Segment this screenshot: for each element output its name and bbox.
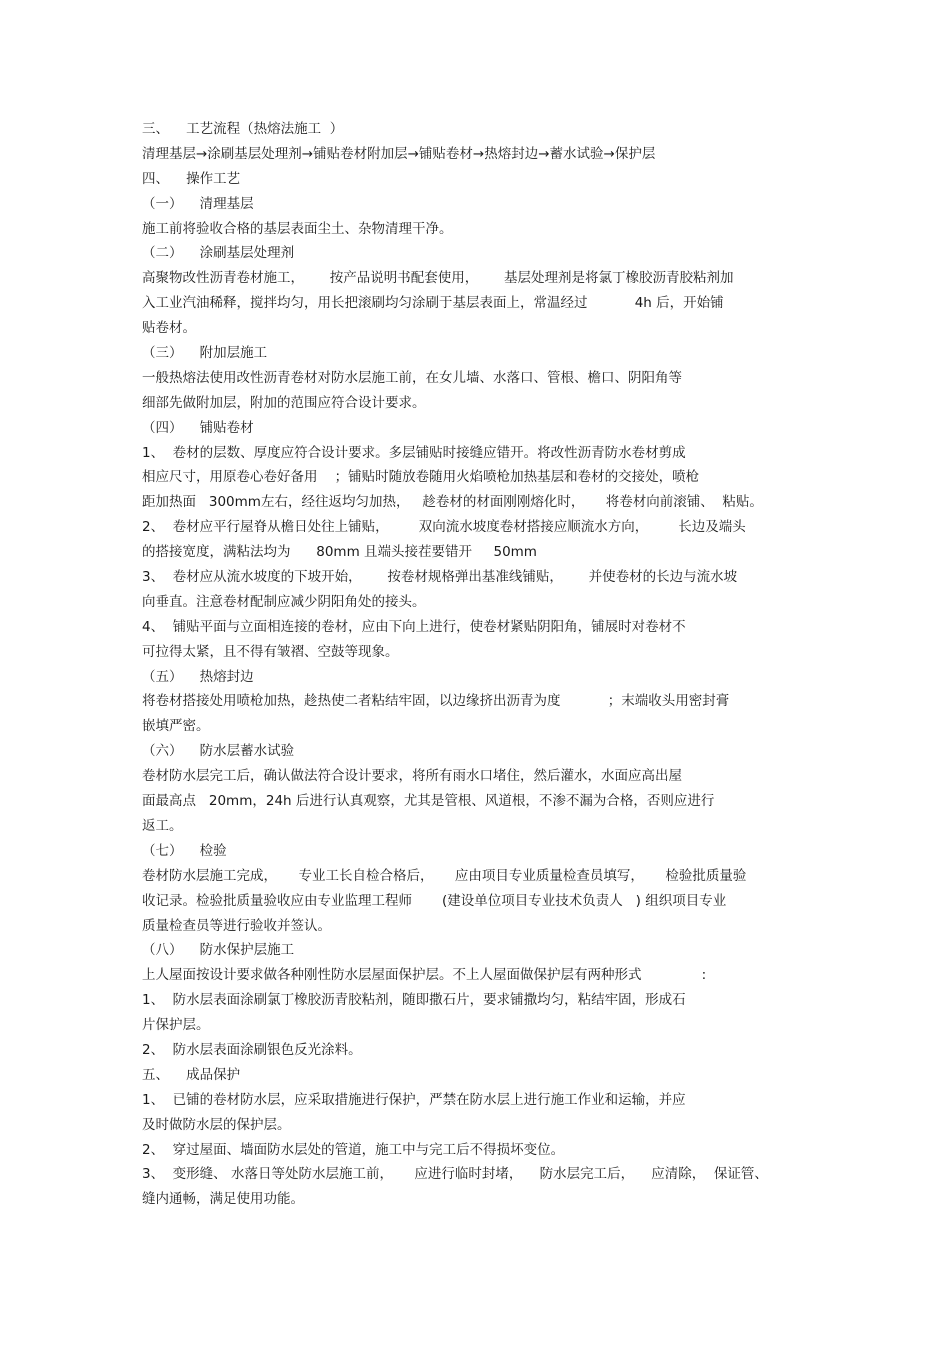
text-line: 1、 卷材的层数、厚度应符合设计要求。多层铺贴时接缝应错开。将改性沥青防水卷材剪成 — [142, 444, 686, 461]
text-line: 高聚物改性沥青卷材施工， 按产品说明书配套使用， 基层处理剂是将氯丁橡胶沥青胶粘剂加 — [142, 270, 734, 287]
text-line: 将卷材搭接处用喷枪加热，趁热使二者粘结牢固，以边缘挤出沥青为度 ；末端收头用密封膏 — [142, 693, 730, 710]
text-line: 面最高点 20mm，24h 后进行认真观察，尤其是管根、风道根，不渗不漏为合格，否则应进行 — [142, 793, 715, 810]
text-line: 2、 穿过屋面、墙面防水层处的管道，施工中与完工后不得损坏变位。 — [142, 1141, 565, 1158]
text-line: 卷材防水层施工完成， 专业工长自检合格后， 应由项目专业质量检查员填写， 检验批质量验 — [142, 867, 747, 884]
text-line: 2、 卷材应平行屋脊从檐日处往上铺贴， 双向流水坡度卷材搭接应顺流水方向， 长边及端头 — [142, 519, 746, 536]
text-line: 收记录。检验批质量验收应由专业监理工程师 (建设单位项目专业技术负责人 ) 组织项目专业 — [142, 892, 727, 909]
text-line: （八） 防水保护层施工 — [142, 942, 295, 959]
text-line: 1、 防水层表面涂刷氯丁橡胶沥青胶粘剂，随即撒石片，要求铺撒均匀，粘结牢固，形成石 — [142, 992, 686, 1009]
text-line: 入工业汽油稀释，搅拌均匀，用长把滚刷均匀涂刷于基层表面上，常温经过 4h 后，开始铺 — [142, 295, 724, 312]
text-line: 片保护层。 — [142, 1017, 210, 1034]
text-line: 细部先做附加层，附加的范围应符合设计要求。 — [142, 394, 426, 411]
text-line: 一般热熔法使用改性沥青卷材对防水层施工前，在女儿墙、水落口、管根、檐口、阴阳角等 — [142, 369, 682, 386]
text-line: 3、 变形缝、 水落日等处防水层施工前， 应进行临时封堵， 防水层完工后， 应清除， 保证管、 — [142, 1166, 768, 1183]
text-line: （一） 清理基层 — [142, 195, 254, 212]
text-line: 嵌填严密。 — [142, 718, 210, 735]
text-line: 距加热面 300mm左右，经往返均匀加热， 趁卷材的材面刚刚熔化时， 将卷材向前滚铺、 粘贴。 — [142, 494, 763, 511]
text-line: 贴卷材。 — [142, 320, 196, 337]
text-line: （三） 附加层施工 — [142, 345, 268, 362]
text-line: 质量检查员等进行验收并签认。 — [142, 917, 331, 934]
text-line: 施工前将验收合格的基层表面尘土、杂物清理干净。 — [142, 220, 453, 237]
text-line: 1、 已铺的卷材防水层，应采取措施进行保护，严禁在防水层上进行施工作业和运输，并应 — [142, 1091, 686, 1108]
document-body — [142, 117, 822, 1212]
text-line: 相应尺寸，用原卷心卷好备用 ；铺贴时随放卷随用火焰喷枪加热基层和卷材的交接处，喷枪 — [142, 469, 700, 486]
text-line: 缝内通畅，满足使用功能。 — [142, 1191, 304, 1208]
text-line: （五） 热熔封边 — [142, 668, 254, 685]
text-line: 可拉得太紧，且不得有皱褶、空鼓等现象。 — [142, 643, 399, 660]
text-line: 向垂直。注意卷材配制应减少阴阳角处的接头。 — [142, 593, 426, 610]
text-line: 上人屋面按设计要求做各种刚性防水层屋面保护层。不上人屋面做保护层有两种形式 : — [142, 967, 707, 984]
text-line: 及时做防水层的保护层。 — [142, 1116, 291, 1133]
text-line: 3、 卷材应从流水坡度的下坡开始， 按卷材规格弹出基准线铺贴， 并使卷材的长边与流水坡 — [142, 569, 738, 586]
text-line: 五、 成品保护 — [142, 1066, 241, 1083]
text-line: 2、 防水层表面涂刷银色反光涂料。 — [142, 1041, 362, 1058]
text-line: （六） 防水层蓄水试验 — [142, 743, 295, 760]
text-line: （四） 铺贴卷材 — [142, 419, 254, 436]
text-line: 卷材防水层完工后，确认做法符合设计要求，将所有雨水口堵住，然后灌水，水面应高出屋 — [142, 768, 682, 785]
text-line: 的搭接宽度，满粘法均为 80mm 且端头接茬要错开 50mm — [142, 544, 537, 561]
text-line: 三、 工艺流程（热熔法施工 ） — [142, 121, 344, 137]
text-line: 四、 操作工艺 — [142, 170, 241, 187]
text-line: 清理基层→涂刷基层处理剂→铺贴卷材附加层→铺贴卷材→热熔封边→蓄水试验→保护层 — [142, 145, 656, 162]
text-line: （二） 涂刷基层处理剂 — [142, 245, 295, 262]
text-line: 4、 铺贴平面与立面相连接的卷材，应由下向上进行，使卷材紧贴阴阳角，铺展时对卷材不 — [142, 618, 686, 635]
text-line: （七） 检验 — [142, 842, 227, 859]
text-line: 返工。 — [142, 817, 183, 834]
